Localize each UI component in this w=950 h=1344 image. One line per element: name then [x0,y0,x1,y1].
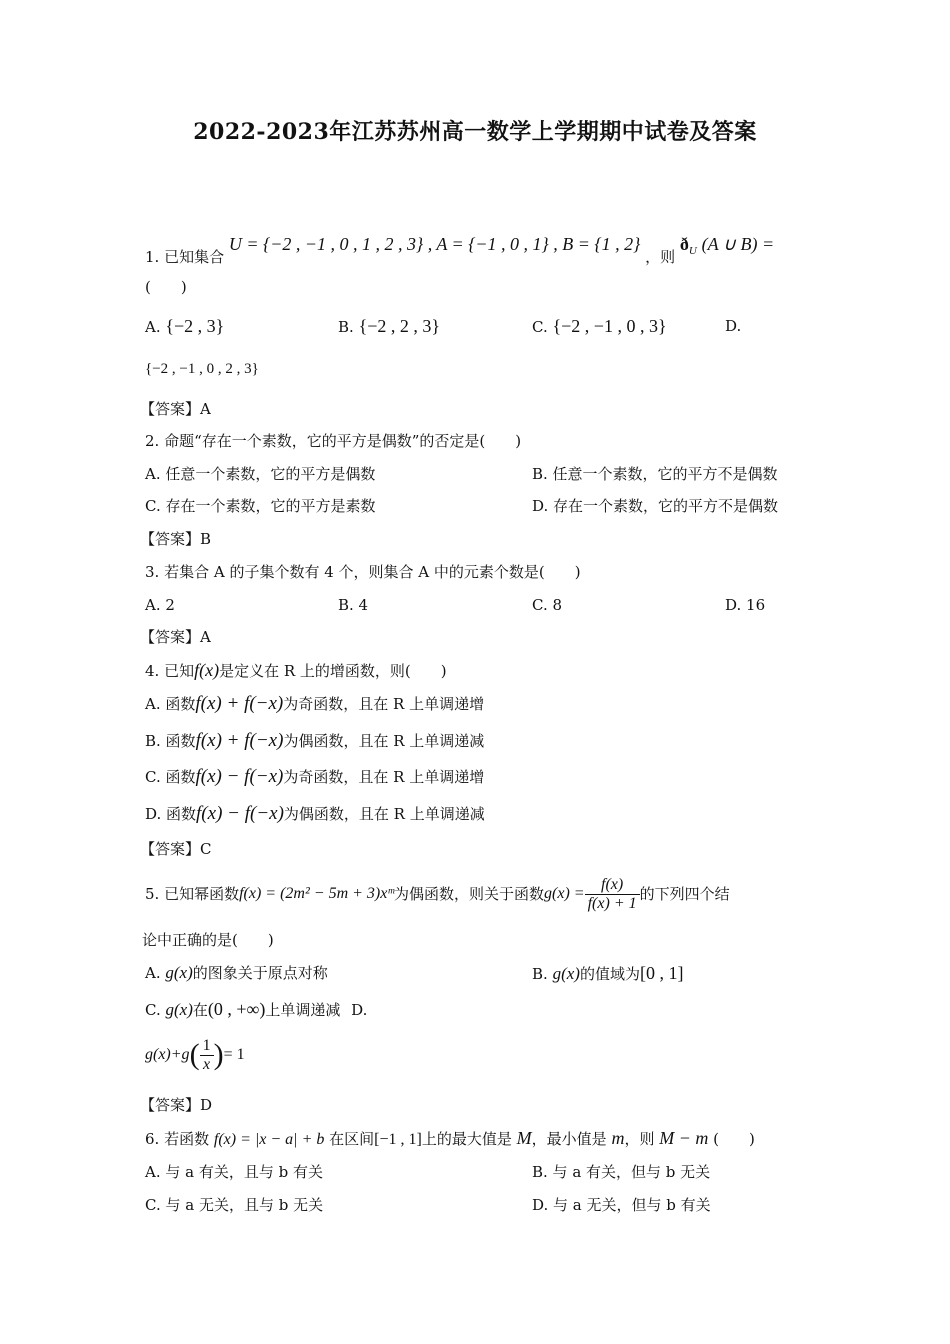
q4-option-c-math: f(x) − f(−x) [195,766,284,787]
q6-paren: ( ) [713,1130,755,1148]
q6-stem-mid4: ，则 [624,1130,655,1148]
q6-min-symbol: m [611,1128,625,1148]
q4-option-b [145,730,484,752]
q5-open-paren: ( [189,1038,200,1071]
q4-option-d-post: 为偶函数，且在 R 上单调递减 [283,805,485,823]
q5-option-c-mid: 在 [192,1001,208,1019]
q5-close-paren: ) [213,1038,224,1071]
q5-option-b-pre: B. [532,965,548,983]
q5-option-d-label: D. [351,1001,368,1019]
q5-option-d-rhs: = 1 [223,1046,245,1063]
q4-option-c-pre: C. 函数 [145,768,196,786]
q4-option-c-post: 为奇函数，且在 R 上单调递增 [283,768,485,786]
q1-then: ，则 [645,248,676,266]
question-3-stem: 3. 若集合 A 的子集个数有 4 个，则集合 A 中的元素个数是( ) [145,563,581,581]
q5-option-c-math: g(x) [165,1000,193,1019]
q6-max-symbol: M [516,1128,532,1148]
q4-answer: 【答案】C [140,840,212,858]
q4-fx: f(x) [194,660,220,680]
q1-stem-text: 1. 已知集合 [145,248,225,266]
q3-answer: 【答案】A [140,628,211,646]
q4-option-d-math: f(x) − f(−x) [196,803,284,824]
q5-option-d-fraction [200,1037,214,1074]
q5-stem-pre: 5. 已知幂函数 [145,885,240,903]
q5-option-d-numerator: 1 [200,1037,214,1056]
question-6-stem [145,1127,755,1151]
q5-stem-line2: 论中正确的是( ) [142,931,274,949]
q1-option-a [145,315,224,338]
q4-option-a-math: f(x) + f(−x) [195,693,284,714]
q6-option-a: A. 与 a 有关，且与 b 有关 [145,1163,323,1181]
q5-option-c-pre: C. [145,1001,161,1019]
q5-option-b-math: g(x) [552,964,580,983]
q1-option-d-label: D. [725,317,742,335]
q1-option-b [338,315,440,338]
q1-sets-math: U = {−2 , −1 , 0 , 1 , 2 , 3} , A = {−1 , 0 , 1} , B = {1 , 2} [228,234,641,254]
question-2-stem: 2. 命题“存在一个素数，它的平方是偶数”的否定是( ) [145,432,522,450]
q5-option-b-range: [0 , 1] [639,963,684,983]
q5-option-c [145,998,367,1021]
question-1-stem [145,233,775,266]
q6-stem-mid2: 上的最大值是 [421,1130,512,1148]
q5-g-numerator: f(x) [585,876,640,895]
q1-complement-sub: U [688,245,697,257]
q1-expression: (A ∪ B) = [701,234,775,254]
q1-complement-symbol: ð [679,234,689,254]
q2-option-c: C. 存在一个素数，它的平方是素数 [145,497,376,515]
q5-answer: 【答案】D [140,1096,213,1114]
q6-stem-mid3: ，最小值是 [531,1130,607,1148]
q4-option-b-post: 为偶函数，且在 R 上单调递减 [283,732,485,750]
q1-answer: 【答案】A [140,400,211,418]
q1-paren: ( ) [145,278,187,296]
q1-option-c-label: C. [532,318,548,336]
q4-stem-pre: 4. 已知 [145,662,195,680]
q5-option-a [145,962,328,984]
q5-option-a-math: g(x) [165,963,193,982]
question-4-stem [145,659,447,682]
q1-option-d-math: {−2 , −1 , 0 , 2 , 3} [145,361,259,377]
q4-stem-post: 是定义在 R 上的增函数，则( ) [219,662,447,680]
q5-f-definition: f(x) = (2m² − 5m + 3)xᵐ [239,885,395,902]
q1-option-c-math: {−2 , −1 , 0 , 3} [552,316,667,336]
q4-option-a [145,693,484,715]
q6-option-b: B. 与 a 有关，但与 b 无关 [532,1163,711,1181]
q5-g-denominator: f(x) + 1 [587,894,637,912]
q4-option-a-post: 为奇函数，且在 R 上单调递增 [283,695,485,713]
q6-option-d: D. 与 a 无关，但与 b 有关 [532,1196,711,1214]
q6-stem-pre: 6. 若函数 [145,1130,210,1148]
q6-f-definition: f(x) = |x − a| + b [213,1131,325,1148]
q5-option-d-lhs: g(x)+g [145,1046,190,1063]
q4-option-a-pre: A. 函数 [145,695,196,713]
q5-option-b-post: 的值域为 [579,965,640,983]
q4-option-b-pre: B. 函数 [145,732,196,750]
q2-option-a: A. 任意一个素数，它的平方是偶数 [145,465,376,483]
q1-option-b-math: {−2 , 2 , 3} [358,316,441,336]
q5-stem-post: 的下列四个结 [639,885,730,903]
q5-option-a-post: 的图象关于原点对称 [192,964,328,982]
q3-option-c: C. 8 [532,596,563,614]
q3-option-a: A. 2 [145,596,175,614]
q5-stem-mid: 为偶函数，则关于函数 [394,885,545,903]
q1-option-a-label: A. [145,318,161,336]
q6-stem-mid1: 在区间 [329,1130,375,1148]
q4-option-d [145,803,485,825]
q6-difference: M − m [659,1128,709,1148]
q6-interval: [−1 , 1] [374,1131,422,1148]
q1-option-c [532,315,667,338]
q2-option-d: D. 存在一个素数，它的平方不是偶数 [532,497,779,515]
q5-option-c-range: (0 , +∞) [207,999,266,1019]
q2-answer: 【答案】B [140,530,212,548]
q4-option-d-pre: D. 函数 [145,805,197,823]
q3-option-b: B. 4 [338,596,369,614]
page-title: 2022-2023年江苏苏州高一数学上学期期中试卷及答案 [193,119,757,145]
q6-option-c: C. 与 a 无关，且与 b 无关 [145,1196,324,1214]
q1-option-b-label: B. [338,318,354,336]
q5-option-d-math [145,1033,245,1077]
q5-option-a-pre: A. [145,964,161,982]
q4-option-b-math: f(x) + f(−x) [195,730,284,751]
q5-option-c-post: 上单调递减 [265,1001,341,1019]
q4-option-c [145,766,484,788]
q5-g-lhs: g(x) = [544,885,585,902]
q3-option-d: D. 16 [725,596,766,614]
q5-option-b [532,962,683,985]
q5-g-fraction [585,876,640,913]
q2-option-b: B. 任意一个素数，它的平方不是偶数 [532,465,778,483]
question-5-stem [145,872,730,916]
q1-option-a-math: {−2 , 3} [165,316,225,336]
q5-option-d-denominator: x [203,1055,211,1073]
